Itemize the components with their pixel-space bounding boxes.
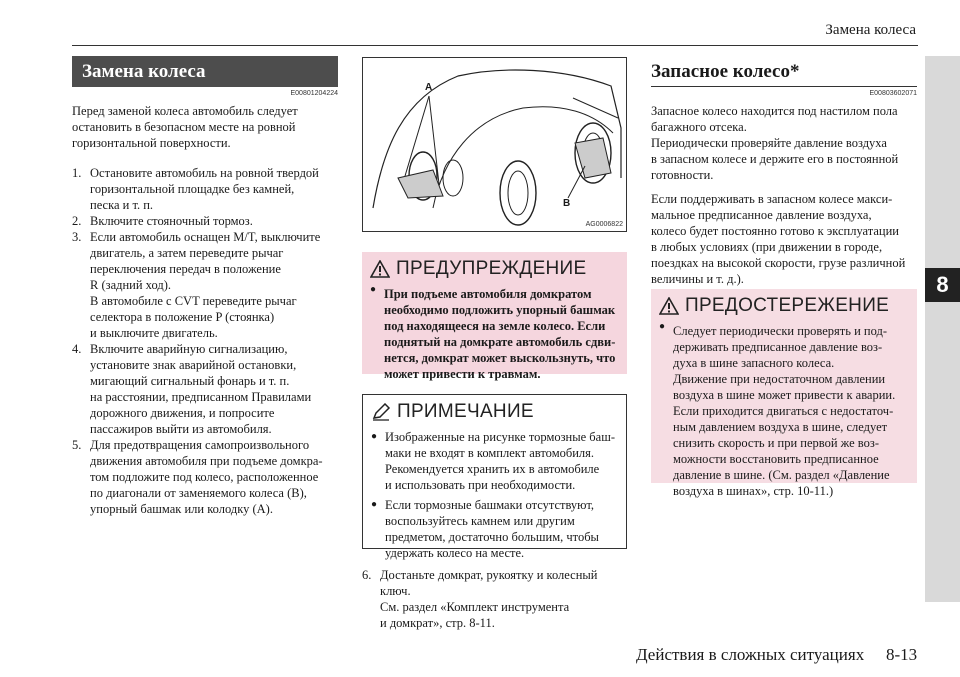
note-line: Рекомендуется хранить их в автомобиле	[385, 462, 600, 476]
step-line: дорожного движения, и попросите	[90, 406, 275, 420]
caution-title: ПРЕДОСТЕРЕЖЕНИЕ	[685, 295, 890, 316]
note-line: и использовать при необходимости.	[385, 478, 576, 492]
note-items	[363, 425, 626, 561]
step-item	[72, 437, 338, 517]
step-line: двигатель, а затем переведите рычаг	[90, 246, 284, 260]
warning-triangle-icon	[370, 260, 390, 278]
note-line: предметом, достаточно большим, чтобы	[385, 530, 599, 544]
step-line: на расстоянии, предписанном Правилами	[90, 390, 312, 404]
note-box	[362, 394, 627, 560]
warning-line: может привести к травмам.	[384, 367, 541, 381]
warning-line: под находящееся на земле колесо. Если	[384, 319, 606, 333]
intro-line: остановить в безопасном месте на ровной	[72, 120, 296, 134]
spare-line: мальное предписанное давление воздуха,	[651, 208, 872, 222]
caution-line: воздуха в шинах», стр. 10-11.)	[673, 484, 834, 498]
step-line: Включите аварийную сигнализацию,	[90, 342, 288, 356]
spare-line: готовности.	[651, 168, 714, 182]
note-item	[363, 497, 626, 561]
step-item	[72, 229, 338, 341]
caution-triangle-icon	[659, 297, 679, 315]
caution-line: духа в шине запасного колеса.	[673, 356, 835, 370]
warning-text	[362, 282, 627, 382]
caution-line: можности восстановить предписанное	[673, 452, 879, 466]
step-line: селектора в положение P (стоянка)	[90, 310, 275, 324]
step-item	[72, 341, 338, 437]
figure-label-a: A	[425, 82, 433, 93]
step-line: и выключите двигатель.	[90, 326, 218, 340]
warning-title: ПРЕДУПРЕЖДЕНИЕ	[396, 258, 587, 279]
right-column	[651, 56, 917, 287]
caution-box	[651, 289, 917, 498]
note-line: ● Если тормозные башмаки отсутствуют,	[385, 498, 595, 512]
caution-line: снизить скорость и при первой же воз-	[673, 436, 879, 450]
warning-line: нется, домкрат может выскользнуть, что	[384, 351, 616, 365]
warning-heading	[362, 252, 627, 282]
step-number: 6.	[362, 568, 372, 582]
caution-text	[651, 319, 917, 499]
warning-line: ● При подъеме автомобиля домкратом	[384, 287, 592, 301]
step-line: Для предотвращения самопроизвольного	[90, 438, 310, 452]
spare-line: Если поддерживать в запасном колесе макси-	[651, 192, 893, 206]
spare-section-code: E00803602071	[869, 90, 917, 97]
note-line: маки не входят в комплект автомобиля.	[385, 446, 595, 460]
step-line: горизонтальной площадке без камней,	[90, 182, 295, 196]
section-heading-wheel-change: Замена колеса	[72, 56, 338, 87]
jack-illustration	[362, 57, 627, 232]
spare-line: поездках на высокой скорости, грузе различной	[651, 256, 906, 270]
caution-line: Движение при недостаточном давлении	[673, 372, 886, 386]
figure-code: AG0006822	[585, 221, 623, 228]
step-line: упорный башмак или колодку (A).	[90, 502, 273, 516]
warning-box	[362, 252, 627, 381]
step-line: песка и т. п.	[90, 198, 154, 212]
step-line: мигающий сигнальный фонарь и т. п.	[90, 374, 290, 388]
warning-line: поднятый на домкрате автомобиль сдви-	[384, 335, 616, 349]
step-line: В автомобиле с CVT переведите рычаг	[90, 294, 297, 308]
pencil-note-icon	[371, 403, 391, 421]
note-line: ● Изображенные на рисунке тормозные баш-	[385, 430, 615, 444]
step-line: и домкрат», стр. 8-11.	[380, 616, 495, 630]
page-number: 8-13	[886, 645, 918, 664]
spare-line: Периодически проверяйте давление воздуха	[651, 136, 887, 150]
caution-line: давление в шине. (См. раздел «Давление	[673, 468, 890, 482]
step-number: 3.	[72, 230, 82, 244]
step-line: пассажиров выйти из автомобиля.	[90, 422, 272, 436]
step-line: ключ.	[380, 584, 411, 598]
note-item	[363, 429, 626, 493]
note-line: воспользуйтесь камнем или другим	[385, 514, 575, 528]
caution-heading	[651, 289, 917, 319]
note-title: ПРИМЕЧАНИЕ	[397, 401, 534, 422]
section-code: E00801204224	[290, 90, 338, 97]
intro-line: горизонтальной поверхности.	[72, 136, 231, 150]
step-line: R (задний ход).	[90, 278, 171, 292]
note-line: удержать колесо на месте.	[385, 546, 525, 560]
header-rule	[72, 45, 918, 46]
step-item	[72, 213, 338, 229]
step-line: Остановите автомобиль на ровной твердой	[90, 166, 319, 180]
step-line: том подложите под колесо, расположенное	[90, 470, 319, 484]
caution-line: ным давлением воздуха в шине, следует	[673, 420, 888, 434]
spare-line: колесо будет постоянно готово к эксплуатации	[651, 224, 899, 238]
step-line: См. раздел «Комплект инструмента	[380, 600, 570, 614]
caution-line: держивать предписанное давление воз-	[673, 340, 883, 354]
step-number: 4.	[72, 342, 82, 356]
step-number: 1.	[72, 166, 82, 180]
spare-line: в запасном колесе и держите его в постоянной	[651, 152, 899, 166]
step-line: по диагонали от заменяемого колеса (B),	[90, 486, 307, 500]
step-line: переключения передач в положение	[90, 262, 281, 276]
step-line: Достаньте домкрат, рукоятку и колесный	[380, 568, 598, 582]
spare-paragraph-2	[651, 191, 917, 287]
footer-chapter-title: Действия в сложных ситуациях	[636, 645, 865, 664]
spare-paragraph-1	[651, 103, 917, 183]
running-header: Замена колеса	[825, 22, 916, 38]
step-6	[362, 567, 627, 631]
spare-line: Запасное колесо находится под настилом пола	[651, 104, 898, 118]
car-wheel-chock-icon	[363, 58, 626, 231]
spare-line: багажного отсека.	[651, 120, 747, 134]
caution-line: Если приходится двигаться с недостаточ-	[673, 404, 894, 418]
step-line: движения автомобиля при подъеме домкра-	[90, 454, 323, 468]
note-heading	[363, 395, 626, 425]
step-line: Если автомобиль оснащен M/T, выключите	[90, 230, 321, 244]
figure-label-b: B	[563, 198, 571, 209]
step-number: 5.	[72, 438, 82, 452]
step-line: Включите стояночный тормоз.	[90, 214, 253, 228]
spare-line: величины и т. д.).	[651, 272, 744, 286]
section-heading-spare-wheel: Запасное колесо*	[651, 56, 917, 87]
intro-paragraph	[72, 103, 338, 151]
spare-line: в любых условиях (при движении в городе,	[651, 240, 883, 254]
step-number: 2.	[72, 214, 82, 228]
step-item	[362, 567, 627, 631]
warning-line: необходимо подложить упорный башмак	[384, 303, 616, 317]
steps-list	[72, 165, 338, 517]
intro-line: Перед заменой колеса автомобиль следует	[72, 104, 298, 118]
chapter-strip	[925, 56, 960, 602]
caution-line: ● Следует периодически проверять и под-	[673, 324, 888, 338]
step-line: установите знак аварийной остановки,	[90, 358, 297, 372]
left-column	[72, 56, 338, 517]
step-item	[72, 165, 338, 213]
chapter-tab[interactable]: 8	[925, 268, 960, 302]
caution-line: воздуха в шине может привести к аварии.	[673, 388, 896, 402]
